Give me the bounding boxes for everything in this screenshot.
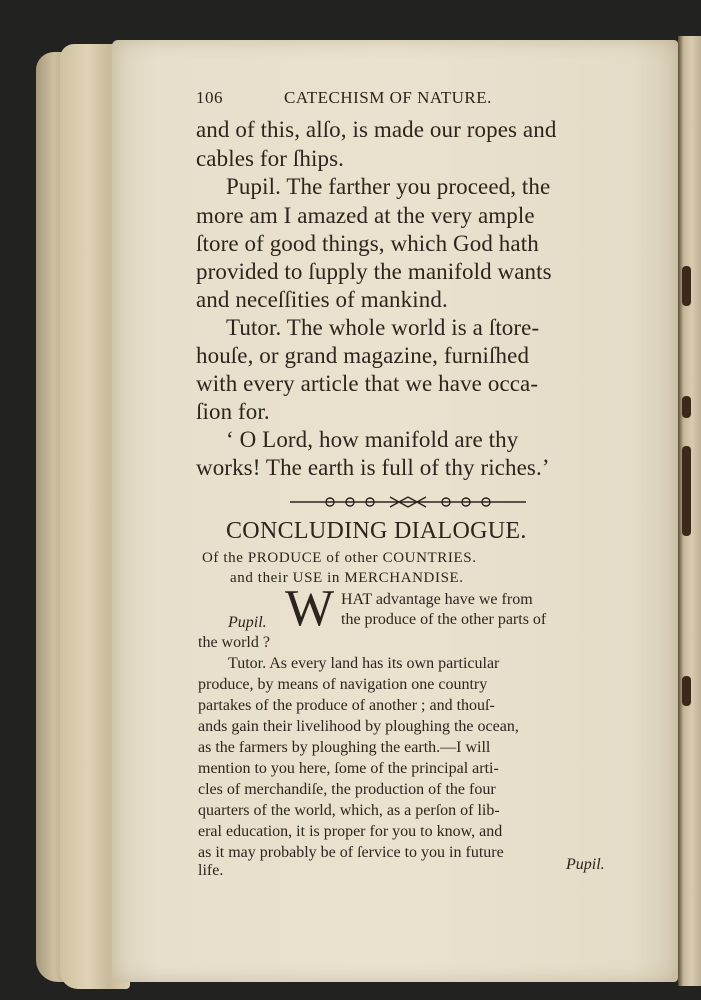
body-line: provided to ſupply the manifold wants bbox=[196, 259, 552, 284]
dialogue-line: cles of merchandiſe, the production of the four bbox=[198, 781, 496, 798]
section-subtitle: and their USE in MERCHANDISE. bbox=[230, 570, 464, 586]
dialogue-line: life. bbox=[198, 862, 224, 879]
ornamental-divider bbox=[290, 495, 526, 509]
body-line: cables for ſhips. bbox=[196, 146, 344, 171]
dialogue-line: ands gain their livelihood by ploughing the ocean, bbox=[198, 718, 519, 735]
dialogue-line: produce, by means of navigation one country bbox=[198, 676, 488, 693]
dialogue-line: quarters of the world, which, as a perſon of lib- bbox=[198, 802, 500, 819]
section-title: CONCLUDING DIALOGUE. bbox=[226, 518, 527, 544]
dialogue-line: as the farmers by ploughing the earth.—I will bbox=[198, 739, 491, 756]
body-line: works! The earth is full of thy riches.’ bbox=[196, 455, 550, 480]
body-line: and of this, alſo, is made our ropes and bbox=[196, 117, 557, 142]
running-title: CATECHISM OF NATURE. bbox=[284, 88, 492, 107]
body-line: Pupil. The farther you proceed, the bbox=[226, 174, 551, 199]
dialogue-line: as it may probably be of ſervice to you in future bbox=[198, 844, 504, 861]
drop-cap: W bbox=[285, 580, 335, 637]
dialogue-line: the produce of the other parts of bbox=[341, 611, 547, 628]
dialogue-line: the world ? bbox=[198, 634, 270, 651]
catchword: Pupil. bbox=[566, 856, 605, 873]
body-line: houſe, or grand magazine, furniſhed bbox=[196, 343, 530, 368]
dialogue-line: Tutor. As every land has its own particular bbox=[228, 655, 500, 672]
dialogue-line: eral education, it is proper for you to know, and bbox=[198, 823, 503, 840]
page-number: 106 bbox=[196, 88, 223, 107]
dialogue-line: HAT advantage have we from bbox=[341, 591, 533, 608]
body-line: and neceſſities of mankind. bbox=[196, 287, 448, 312]
body-line: with every article that we have occa- bbox=[196, 371, 539, 396]
dialogue-line: mention to you here, ſome of the principal arti- bbox=[198, 760, 499, 777]
body-line: ſion for. bbox=[196, 399, 270, 424]
section-subtitle: Of the PRODUCE of other COUNTRIES. bbox=[202, 550, 477, 566]
body-line: more am I amazed at the very ample bbox=[196, 203, 535, 228]
body-line: ſtore of good things, which God hath bbox=[196, 231, 539, 256]
speaker-label: Pupil. bbox=[228, 614, 267, 631]
dialogue-line: partakes of the produce of another ; and thouſ- bbox=[198, 697, 495, 714]
body-line: ‘ O Lord, how manifold are thy bbox=[226, 427, 519, 452]
body-line: Tutor. The whole world is a ſtore- bbox=[226, 315, 540, 340]
